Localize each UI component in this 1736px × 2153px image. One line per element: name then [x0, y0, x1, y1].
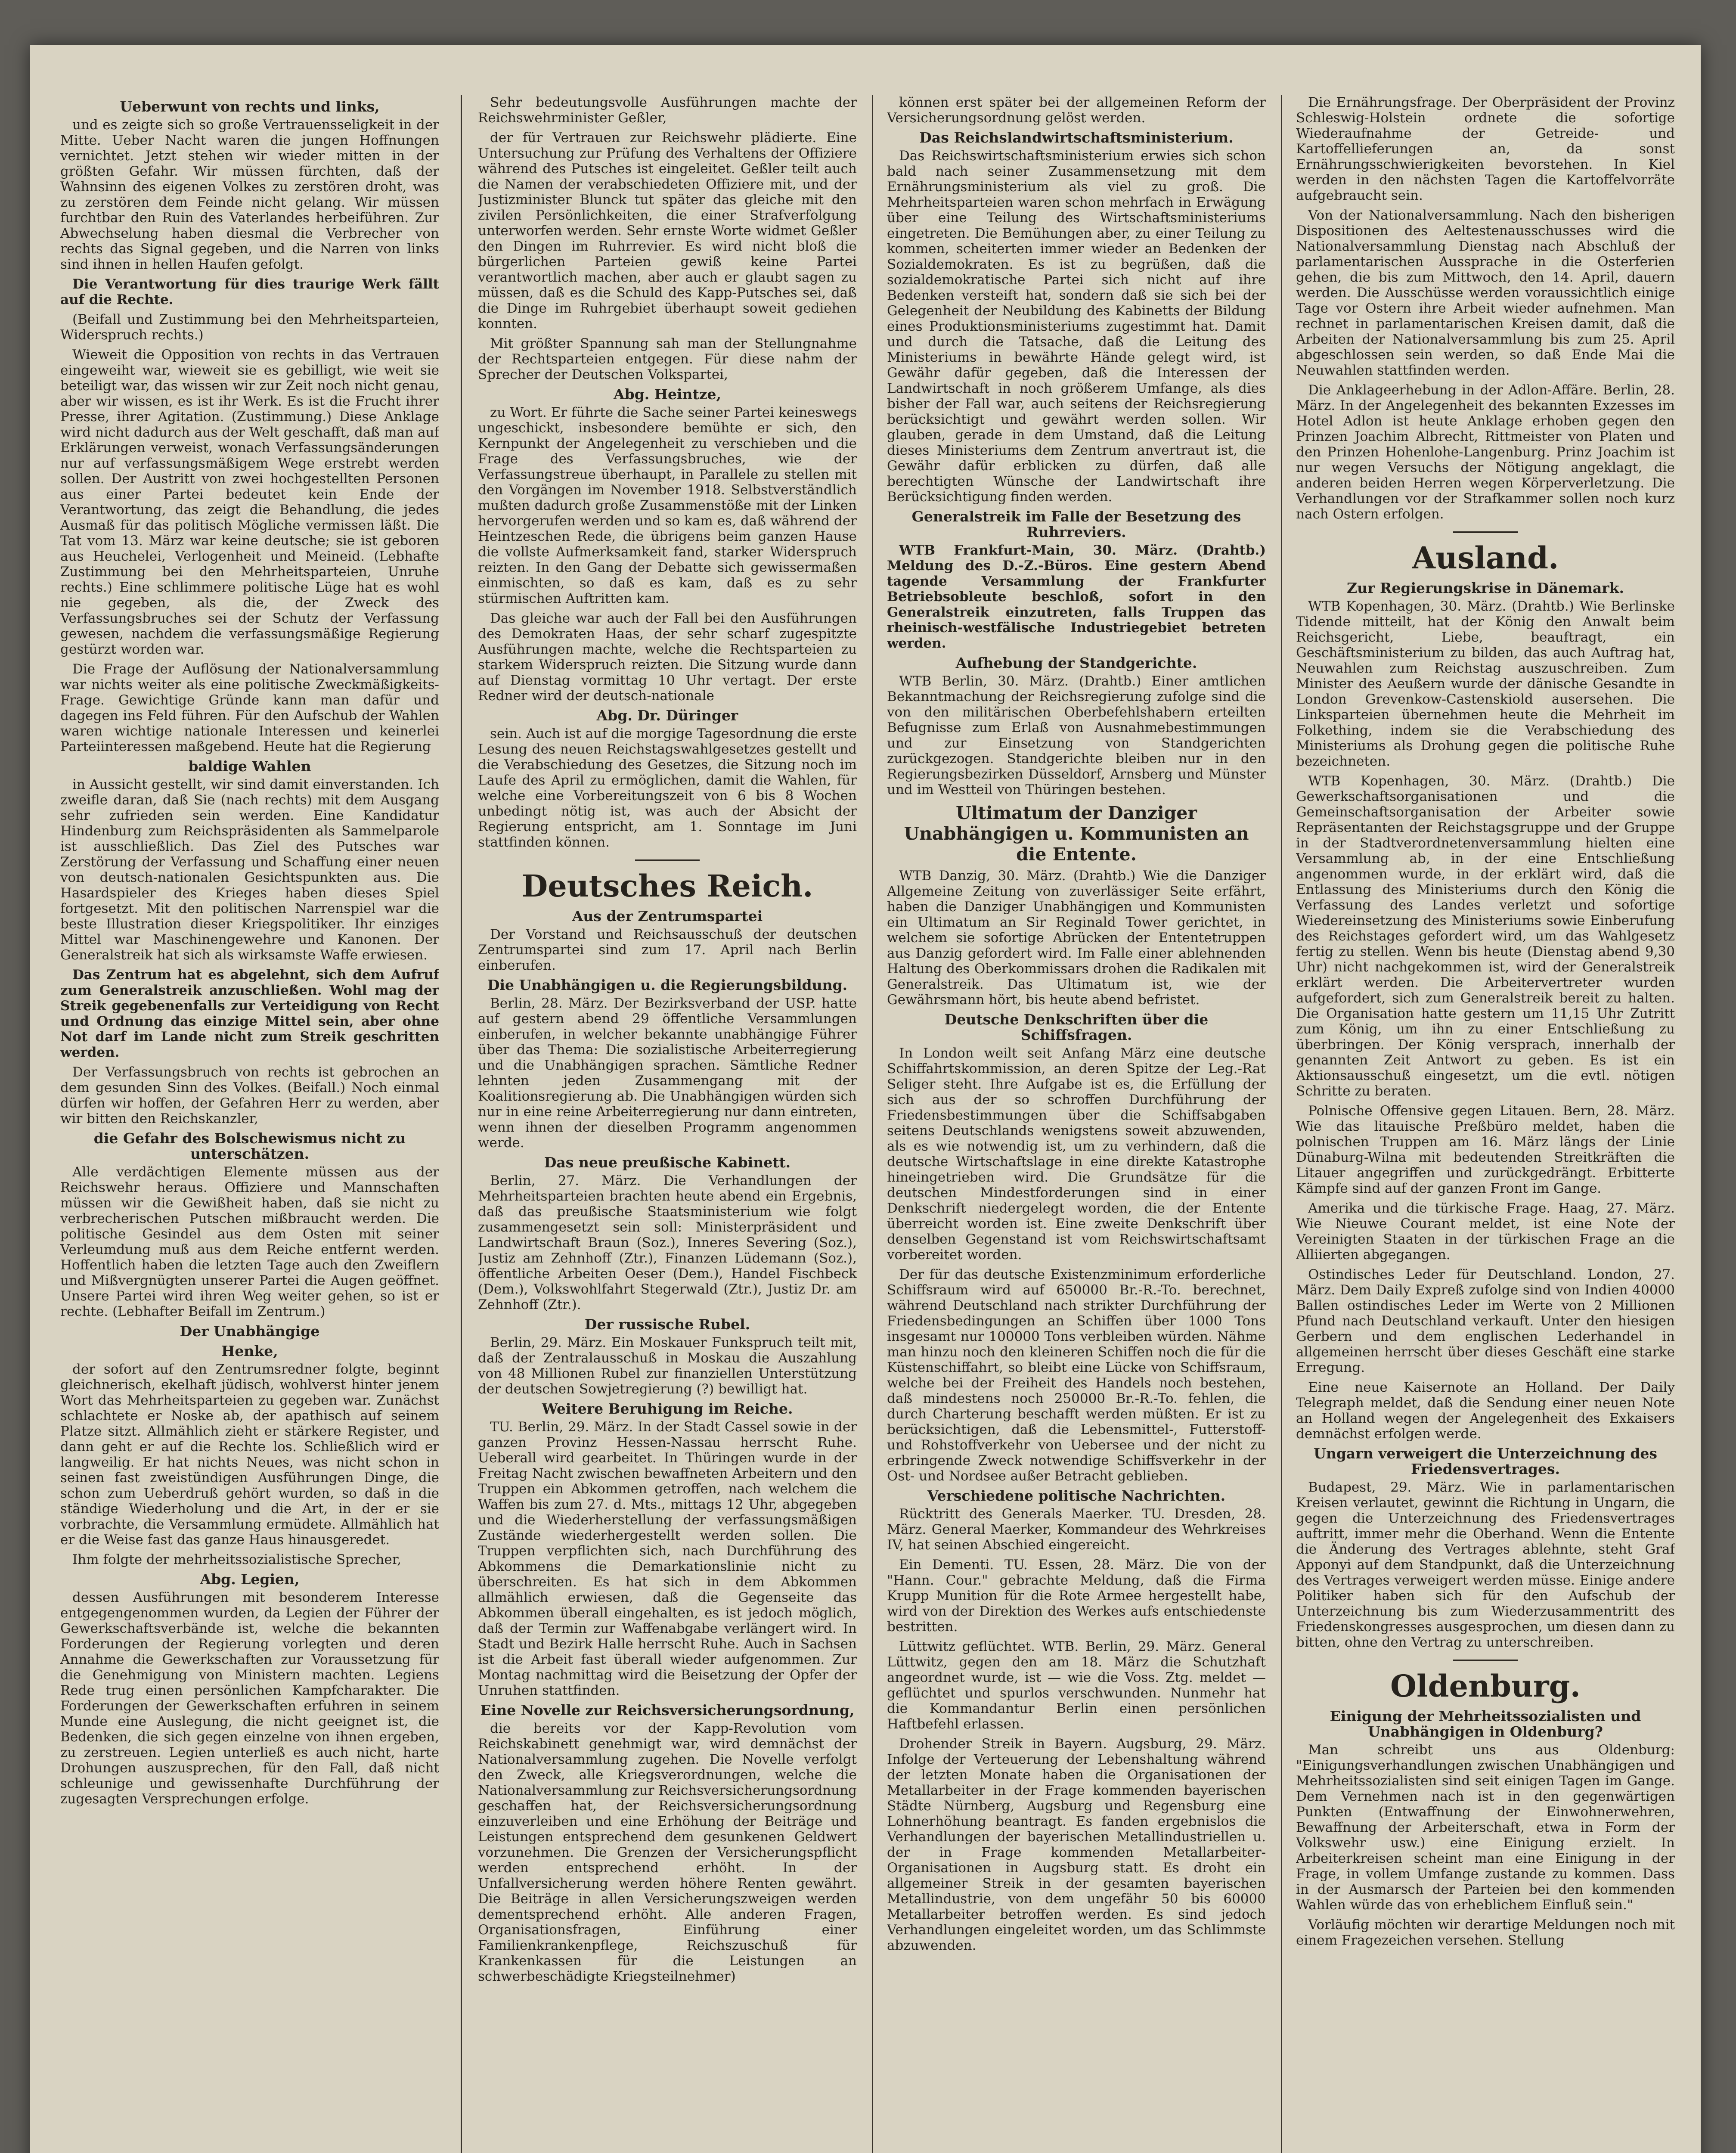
paragraph: Eine neue Kaisernote an Holland. Der Daily Telegraph meldet, daß die Sendung einer neuen Note an Holland wegen der Angelegenheit des Exkaisers demnächst erfolgen werde.	[1296, 1380, 1675, 1442]
text-column-1	[60, 95, 439, 2153]
paragraph: WTB Kopenhagen, 30. März. (Drahtb.) Wie Berlinske Tidende mitteilt, hat der König den Anwalt beim Reichsgericht, Liebe, beauftragt, ein Geschäftsministerium zu bilden, das auch Auftrag hat, Neuwahlen zum Reichstag auszuschreiben. Zum Minister des Aeußern wurde der dänische Gesandte in London Grevenkow-Castenskiold ausersehen. Die Linksparteien übernehmen heute die Mehrheit im Folkething, indem sie die Verabschiedung des Ministeriums als Drohung gegen die politische Ruhe bezeichneten.	[1296, 599, 1675, 769]
paragraph: der für Vertrauen zur Reichswehr plädierte. Eine Untersuchung zur Prüfung des Verhaltens der Offiziere während des Putsches ist eingeleitet. Geßler teilt auch die Namen der verabschiedeten Offiziere mit, und der Justizminister Blunck tut später das gleiche mit den zivilen Persönlichkeiten, die einer Strafverfolgung unterworfen werden. Sehr ernste Worte widmet Geßler den Dingen im Ruhrrevier. Es wird nicht bloß die bürgerlichen Parteien gewiß keine Partei verantwortlich machen, aber auch er glaubt sagen zu müssen, daß es die Schuld des Kapp-Putsches sei, daß die Dinge im Ruhrgebiet überhaupt soweit gediehen konnten.	[478, 130, 857, 332]
paragraph: sein. Auch ist auf die morgige Tagesordnung die erste Lesung des neuen Reichstagswahlgesetzes gestellt und die Verabschiedung des Gesetzes, die Sitzung noch im Laufe des April zu ermöglichen, damit die Wahlen, für welche eine Vorbereitungszeit von 6 bis 8 Wochen unbedingt nötig ist, was auch der Absicht der Regierung entspricht, am 1. Sonntage im Juni stattfinden können.	[478, 726, 857, 850]
paragraph: dessen Ausführungen mit besonderem Interesse entgegengenommen wurden, da Legien der Führer der Gewerkschaftsverbände ist, welche die bekannten Forderungen der Regierung vorlegten und deren Annahme die Gewerkschaften zur Voraussetzung für die Genehmigung von Ministern machten. Legiens Rede trug einen persönlichen Kampfcharakter. Die Forderungen der Gewerkschaften erfuhren in seinem Munde eine Auslegung, die nicht geeignet ist, die Bedenken, die sich gegen einzelne von ihnen ergeben, zu zerstreuen. Legien unterließ es auch nicht, harte Drohungen auszusprechen, für den Fall, daß nicht schleunige und gewissenhafte Durchführung der zugesagten Versprechungen erfolge.	[60, 1590, 439, 1807]
text-column-3	[887, 95, 1266, 2153]
article-subheading: Verschiedene politische Nachrichten.	[927, 1487, 1226, 1504]
paragraph: Man schreibt uns aus Oldenburg: "Einigungsverhandlungen zwischen Unabhängigen und Mehrheitssozialisten sind seit einigen Tagen im Gange. Dem Vernehmen nach ist in den gegenwärtigen Punkten (Entwaffnung der Einwohnerwehren, Bewaffnung der Arbeiterschaft, etwa in Form der Volkswehr usw.) eine Einigung erzielt. In Arbeiterkreisen scheint man eine Einigung in der Frage, in vollem Umfange zustande zu kommen. Dass in der Ausmarsch der Parteien bei den kommenden Wahlen würde das von erheblichem Einfluß sein."	[1296, 1742, 1675, 1913]
paragraph: und es zeigte sich so große Vertrauensseligkeit in der Mitte. Ueber Nacht waren die jungen Hoffnungen vernichtet. Jetzt stehen wir wieder mitten in der größten Gefahr. Wir müssen fürchten, daß der Wahnsinn des eigenen Volkes zu zerstören droht, was zu zerstören dem Feinde nicht gelang. Wir müssen furchtbar den Ruin des Vaterlandes herbeiführen. Zur Abwechselung haben diesmal die Verbrecher von rechts das Signal gegeben, und die Narren von links sind ihnen in hellen Haufen gefolgt.	[60, 117, 439, 272]
paragraph: TU. Berlin, 29. März. In der Stadt Cassel sowie in der ganzen Provinz Hessen-Nassau herrscht Ruhe. Ueberall wird gearbeitet. In Thüringen wurde in der Freitag Nacht zwischen bewaffneten Arbeitern und den Truppen ein Abkommen getroffen, nach welchem die Waffen bis zum 27. d. Mts., mittags 12 Uhr, abgegeben und die Wiederherstellung der verfassungsmäßigen Zustände wiederhergestellt werden sollen. Die Truppen verpflichten sich, nach Durchführung des Abkommens die Demarkationslinie nicht zu überschreiten. Es hat sich in dem Abkommen allmählich erwiesen, daß die Gegenseite das Abkommen überall eingehalten, es ist jedoch möglich, daß der Termin zur Waffenabgabe verlängert wird. In Stadt und Bezirk Halle herrscht Ruhe. Auch in Sachsen ist die Arbeit fast überall wieder aufgenommen. Zur Montag nachmittag wird die Beisetzung der Opfer der Unruhen stattfinden.	[478, 1419, 857, 1698]
section-heading: Oldenburg.	[1390, 1668, 1581, 1704]
paragraph: Drohender Streik in Bayern. Augsburg, 29. März. Infolge der Verteuerung der Lebenshaltung während der letzten Monate haben die Organisationen der Metallarbeiter in der Frage kommenden bayerischen Städte Nürnberg, Augsburg und Regensburg eine Lohnerhöhung beantragt. Es fanden ergebnislos die Verhandlungen der bayerischen Metallindustriellen u. der in Frage kommenden Metallarbeiter-Organisationen in Augsburg statt. Es droht ein allgemeiner Streik in der gesamten bayerischen Metallindustrie, von dem ungefähr 50 bis 60000 Metallarbeiter betroffen werden. Es sind jedoch Verhandlungen eingeleitet worden, um das Schlimmste abzuwenden.	[887, 1736, 1266, 1953]
article-subheading: Die Unabhängigen u. die Regierungsbildung.	[487, 977, 848, 993]
paragraph: Lüttwitz geflüchtet. WTB. Berlin, 29. März. General Lüttwitz, gegen den am 18. März die Schutzhaft angeordnet wurde, ist — wie die Voss. Ztg. meldet — geflüchtet und spurlos verschwunden. Nunmehr hat die Kommandantur Berlin einen persönlichen Haftbefehl erlassen.	[887, 1639, 1266, 1732]
section-heading: Ausland.	[1412, 540, 1559, 576]
paragraph: Die Anklageerhebung in der Adlon-Affäre. Berlin, 28. März. In der Angelegenheit des bekannten Exzesses im Hotel Adlon ist heute Anklage erhoben gegen den Prinzen Joachim Albrecht, Rittmeister von Platen und den Prinzen Hohenlohe-Langenburg. Prinz Joachim ist nur wegen Versuchs der Nötigung angeklagt, die anderen beiden Herren wegen Körperverletzung. Die Verhandlungen vor der Strafkammer sollen noch kurz nach Ostern erfolgen.	[1296, 382, 1675, 522]
article-subheading: Abg. Legien,	[200, 1571, 300, 1588]
paragraph: WTB Berlin, 30. März. (Drahtb.) Einer amtlichen Bekanntmachung der Reichsregierung zufolge sind die von den militärischen Oberbefehlshabern erteilten Befugnisse zum Erlaß von Ausnahmebestimmungen und zur Einsetzung von Standgerichten zurückgezogen. Standgerichte bleiben nur in den Regierungsbezirken Düsseldorf, Arnsberg und Münster und im Westteil von Thüringen bestehen.	[887, 673, 1266, 797]
article-subheading: Das Reichslandwirtschaftsministerium.	[919, 129, 1234, 146]
paragraph: Mit größter Spannung sah man der Stellungnahme der Rechtsparteien entgegen. Für diese nahm der Sprecher der Deutschen Volkspartei,	[478, 336, 857, 382]
headline: Ultimatum der Danziger Unabhängigen u. Kommunisten an die Entente.	[904, 803, 1249, 865]
paragraph: WTB Kopenhagen, 30. März. (Drahtb.) Die Gewerkschaftsorganisationen und die Gemeinschaftsorganisation der Arbeiter sowie Repräsentanten der Reichstagsgruppe und der Gruppe in der Stadtverordnetenversammlung hielten eine Versammlung ab, in der eine Entschließung angenommen wurde, in der erklärt wird, daß die Entlassung des Ministeriums durch den König die Verfassung des Landes verletzt und sofortige Wiedereinsetzung des Ministeriums sowie Einberufung des Reichstages gefordert wird, um das Wahlgesetz fertig zu stellen. Wenn bis heute (Dienstag abend 9,30 Uhr) nicht nachgekommen ist, wird der Generalstreik erklärt werden. Die Arbeitervertreter wurden aufgefordert, sich zum Generalstreik bereit zu halten. Die Organisation hatte gestern um 11,15 Uhr Zutritt zum König, um ihn zu einer Entschließung zu überbringen. Der König versprach, innerhalb der genannten Zeit Antwort zu geben. Es ist ein Aktionsausschuß eingesetzt, um die evtl. nötigen Schritte zu beraten.	[1296, 773, 1675, 1099]
section-heading: Deutsches Reich.	[521, 868, 813, 904]
article-subheading: Das neue preußische Kabinett.	[544, 1154, 791, 1171]
paragraph: Vorläufig möchten wir derartige Meldungen noch mit einem Fragezeichen versehen. Stellung	[1296, 1917, 1675, 1948]
paragraph: in Aussicht gestellt, wir sind damit einverstanden. Ich zweifle daran, daß Sie (nach rechts) mit dem Ausgang sehr zufrieden sein werden. Eine Kandidatur Hindenburg zum Reichspräsidenten als Sammelparole ist ausschließlich. Das Ziel des Putsches war Zerstörung der Verfassung und Schaffung einer neuen von deutsch-nationalen Gesichtspunkten aus. Die Hasardspieler des Krieges haben dieses Spiel fortgesetzt. Mit den politischen Narrenspiel war die beste Illustration dieser Kriegspolitiker. Ihr einziges Mittel war Maschinengewehre und Kanonen. Der Generalstreik hat sich als wirksamste Waffe erwiesen.	[60, 777, 439, 963]
article-subheading: Der russische Rubel.	[584, 1316, 750, 1333]
paragraph: (Beifall und Zustimmung bei den Mehrheitsparteien, Widerspruch rechts.)	[60, 312, 439, 343]
article-subheading: Deutsche Denkschriften über die Schiffsfragen.	[944, 1011, 1209, 1043]
paragraph: die bereits vor der Kapp-Revolution vom Reichskabinett genehmigt war, wird demnächst der Nationalversammlung zugehen. Die Novelle verfolgt den Zweck, alle Kriegsverordnungen, welche die Nationalversammlung zur Reichsversicherungsordnung geschaffen hat, der Reichsversicherungsordnung einzuverleiben und eine Erhöhung der Beiträge und Leistungen entsprechend dem gesunkenen Geldwert vorzunehmen. Die Grenzen der Versicherungspflicht werden entsprechend erhöht. In der Unfallversicherung werden höhere Renten gewährt. Die Beiträge in allen Versicherungszweigen werden dementsprechend erhöht. Alle anderen Fragen, Organisationsfragen, Einführung einer Familienkrankenpflege, Reichszuschuß für Krankenkassen für die Leistungen an schwerbeschädigte Kriegsteilnehmer)	[478, 1721, 857, 1984]
bold-paragraph: WTB Frankfurt-Main, 30. März. (Drahtb.) Meldung des D.-Z.-Büros. Eine gestern Abend tagende Versammlung der Frankfurter Betriebsobleute beschloß, sofort in den Generalstreik einzutreten, falls Truppen das rheinisch-westfälische Industriegebiet betreten werden.	[887, 543, 1266, 651]
column-rule	[1281, 95, 1282, 2153]
paragraph: Amerika und die türkische Frage. Haag, 27. März. Wie Nieuwe Courant meldet, ist eine Note der Vereinigten Staaten in der türkischen Frage an die Alliierten abgegangen.	[1296, 1201, 1675, 1263]
paragraph: Berlin, 27. März. Die Verhandlungen der Mehrheitsparteien brachten heute abend ein Ergebnis, daß das preußische Staatsministerium wie folgt zusammengesetzt sein soll: Ministerpräsident und Landwirtschaft Braun (Soz.), Inneres Severing (Soz.), Justiz am Zehnhoff (Ztr.), Finanzen Lüdemann (Soz.), öffentliche Arbeiten Oeser (Dem.), Handel Fischbeck (Dem.), Volkswohlfahrt Stegerwald (Ztr.), Justiz Dr. am Zehnhoff (Ztr.).	[478, 1173, 857, 1312]
paragraph: Ostindisches Leder für Deutschland. London, 27. März. Dem Daily Expreß zufolge sind von Indien 40000 Ballen ostindisches Leder im Werte von 2 Millionen Pfund nach Deutschland verkauft. Unter den hiesigen Gerbern und dem englischen Lederhandel in allgemeinen herrscht über dieses Geschäft eine starke Erregung.	[1296, 1267, 1675, 1375]
paragraph: Polnische Offensive gegen Litauen. Bern, 28. März. Wie das litauische Preßbüro meldet, haben die polnischen Truppen am 16. März längs der Linie Dünaburg-Wilna mit bedeutenden Streitkräften die Litauer angegriffen und zurückgedrängt. Erbitterte Kämpfe sind auf der ganzen Front im Gange.	[1296, 1103, 1675, 1196]
paragraph: Budapest, 29. März. Wie in parlamentarischen Kreisen verlautet, gewinnt die Richtung in Ungarn, die gegen die Unterzeichnung des Friedensvertrages auftritt, immer mehr die Oberhand. Wenn die Entente die Änderung des Vertrages ablehnte, steht Graf Apponyi auf dem Standpunkt, daß die Unterzeichnung des Vertrages verweigert werden müsse. Einige andere Politiker haben sich für den Aufschub der Unterzeichnung bis zum Wiederzusammentritt des Friedenskongresses ausgesprochen, um diesen dann zu bitten, ohne den Vertrag zu unterschreiben.	[1296, 1480, 1675, 1650]
article-subheading: Ungarn verweigert die Unterzeichnung des Friedensvertrages.	[1314, 1445, 1657, 1477]
paragraph: der sofort auf den Zentrumsredner folgte, beginnt gleichnerisch, ekelhaft jüdisch, wohlverst hinter jenem Wort das Mehrheitsparteien zu gegeben war. Zunächst schlachtete er Noske ab, der apathisch auf seinem Platze sitzt. Allmählich zieht er stärkere Register, und dann geht er auf die Rechte los. Schließlich wird er langweilig. Er hat nichts Neues, was nicht schon in seinen fast zweistündigen Ausführungen Dinge, die schon zum Ueberdruß gehört wurden, so daß in die ständige Wiederholung und die Art, in der er sie vorbrachte, die Versammlung ermüdete. Allmählich hat er die Weise fast das ganze Haus hinausgeredet.	[60, 1362, 439, 1548]
paragraph: Alle verdächtigen Elemente müssen aus der Reichswehr heraus. Offiziere und Mannschaften müssen wir die Gewißheit haben, daß sie nicht zu verbrecherischen Putschen mißbraucht werden. Die politische Gesindel aus dem Osten mit seiner Verleumdung muß aus dem Reiche entfernt werden. Hoffentlich haben die letzten Tage auch den Zweiflern und Mißvergnügten unserer Partei die Augen geöffnet. Unsere Partei wird ihren Weg weiter gehen, so ist er rechte. (Lebhafter Beifall im Zentrum.)	[60, 1164, 439, 1319]
paragraph: Das gleiche war auch der Fall bei den Ausführungen des Demokraten Haas, der sehr scharf zugespitzte Ausführungen machte, welche die Rechtsparteien zu starkem Widerspruch reizten. Die Sitzung wurde dann auf Dienstag vormittag 10 Uhr vertagt. Der erste Redner wird der deutsch-nationale	[478, 611, 857, 704]
paragraph: In London weilt seit Anfang März eine deutsche Schiffahrtskommission, an deren Spitze der Leg.-Rat Seliger steht. Ihre Aufgabe ist es, die Erfüllung der sich aus der so schroffen Durchführung der Friedensbestimmungen über die Schiffsabgaben seitens Deutschlands wenigstens soweit abzuwenden, als es wie notwendig ist, um zu verhindern, daß die deutsche Wirtschaftslage in eine direkte Katastrophe hineingetrieben wird. Die Grundsätze für die deutschen Mindestforderungen sind in einer Denkschrift niedergelegt worden, die der Entente überreicht worden ist. Eine zweite Denkschrift über denselben Gegenstand ist vom Reichswirtschaftsamt vorbereitet worden.	[887, 1045, 1266, 1263]
paragraph: zu Wort. Er führte die Sache seiner Partei keineswegs ungeschickt, insbesondere bemühte er sich, den Kernpunkt der Angelegenheit zu verschieben und die Frage des Verfassungsbruches, wie der Verfassungstreue überhaupt, in Parallele zu stellen mit den Vorgängen im November 1918. Selbstverständlich mußten dadurch große Zusammenstöße mit der Linken hervorgerufen werden und so kam es, daß während der Heintzeschen Rede, die übrigens beim ganzen Hause die vollste Aufmerksamkeit fand, starker Widerspruch reizten. In den Gang der Debatte sich gewissermaßen einmischten, so daß es kam, daß es zu sehr stürmischen Auftritten kam.	[478, 405, 857, 606]
text-column-4	[1296, 95, 1675, 2153]
paragraph: Das Reichswirtschaftsministerium erwies sich schon bald nach seiner Zusammensetzung mit dem Ernährungsministerium als viel zu groß. Die Mehrheitsparteien waren schon mehrfach in Erwägung über eine Teilung des Wirtschaftsministeriums eingetreten. Die Bemühungen aber, zu einer Teilung zu kommen, scheiterten immer wieder an Bedenken der Sozialdemokraten. Es ist zu begrüßen, daß die sozialdemokratische Partei sich nicht auf ihre Bedenken versteift hat, sondern daß sie sich bei der Gelegenheit der Neubildung des Kabinetts der Bildung eines Produktionsministeriums zugestimmt hat. Damit und durch die Tatsache, daß die Leitung des Ministeriums in bewährte Hände gelegt wird, ist Gewähr dafür gegeben, daß die Interessen der Landwirtschaft in noch größerem Umfange, als dies bisher der Fall war, auch seitens der Reichsregierung berücksichtigt und gewährt werden sollen. Wir glauben, gerade in dem Umstand, daß die Leitung dieses Ministeriums dem Zentrum anvertraut ist, die Gewähr dafür erblicken zu dürfen, daß alle berechtigten Wünsche der Landwirtschaft ihre Berücksichtigung finden werden.	[887, 148, 1266, 505]
article-subheading: Weitere Beruhigung im Reiche.	[542, 1400, 793, 1417]
paragraph: Sehr bedeutungsvolle Ausführungen machte der Reichswehrminister Geßler,	[478, 95, 857, 126]
article-subheading: Generalstreik im Falle der Besetzung des Ruhrreviers.	[911, 508, 1241, 540]
column-rule	[461, 95, 462, 2153]
article-subheading: Abg. Dr. Düringer	[596, 707, 738, 724]
article-subheading: Abg. Heintze,	[614, 386, 721, 403]
section-separator	[635, 859, 700, 861]
paragraph: WTB Danzig, 30. März. (Drahtb.) Wie die Danziger Allgemeine Zeitung von zuverlässiger Seite erfährt, haben die Danziger Unabhängigen und Kommunisten ein Ultimatum an Sir Reginald Tower gerichtet, in welchem sie sofortige Abrücken der Ententetruppen aus Danzig gefordert wird. Im Falle einer ablehnenden Haltung des Oberkommissars drohen die Radikalen mit Generalstreik. Das Ultimatum ist, wie der Gewährsmann hört, bis heute abend befristet.	[887, 868, 1266, 1008]
article-subheading: Eine Novelle zur Reichsversicherungsordnung,	[480, 1702, 855, 1719]
bold-paragraph: Die Verantwortung für dies traurige Werk fällt auf die Rechte.	[60, 276, 439, 307]
newspaper-page	[30, 45, 1701, 2153]
paragraph: Die Frage der Auflösung der Nationalversammlung war nichts weiter als eine politische Zweckmäßigkeits-Frage. Gewichtige Gründe kann man dafür und dagegen ins Feld führen. Für den Aufschub der Wahlen waren wichtige nationale Interessen und keinerlei Parteiinteressen maßgebend. Heute hat die Regierung	[60, 661, 439, 754]
paragraph: Der Vorstand und Reichsausschuß der deutschen Zentrumspartei sind zum 17. April nach Berlin einberufen.	[478, 927, 857, 973]
bold-paragraph: Das Zentrum hat es abgelehnt, sich dem Aufruf zum Generalstreik anzuschließen. Wohl mag der Streik gegebenenfalls zur Verteidigung von Recht und Ordnung das einzige Mittel sein, aber ohne Not darf im Lande nicht zum Streik geschritten werden.	[60, 967, 439, 1060]
paragraph: Ihm folgte der mehrheitssozialistische Sprecher,	[72, 1552, 402, 1567]
article-subheading: Der Unabhängige	[180, 1323, 320, 1340]
column-rule	[872, 95, 873, 2153]
section-separator	[1453, 1660, 1518, 1661]
paragraph: können erst später bei der allgemeinen Reform der Versicherungsordnung gelöst werden.	[887, 95, 1266, 126]
article-subheading: die Gefahr des Bolschewismus nicht zu unterschätzen.	[93, 1130, 406, 1162]
paragraph: Wieweit die Opposition von rechts in das Vertrauen eingeweiht war, wieweit sie es gebilligt, wie weit sie beteiligt war, das wissen wir zur Zeit noch nicht genau, aber wir wissen, es ist ihr Werk. Es ist die Frucht ihrer Presse, ihrer Agitation. (Zustimmung.) Diese Anklage wird nicht dadurch aus der Welt geschafft, daß man auf Erklärungen verweist, wonach Verfassungsänderungen nur auf verfassungsmäßigem Wege erstrebt werden sollen. Der Austritt von zwei hochgestellten Personen aus einer Partei bedeutet kein Ende der Verantwortung, das zeigt die Behandlung, die jedes Ausmaß für das politisch Mögliche vermissen läßt. Die Tat vom 13. März war keine deutsche; sie ist geboren aus Heuchelei, Verlogenheit und Meineid. (Lebhafte Zustimmung bei den Mehrheitsparteien, Unruhe rechts.) Eine schlimmere politische Lüge hat es wohl nie gegeben, als die, der Zweck des Verfassungsbruches sei der Schutz der Verfassung gewesen, nachdem die verfassungsmäßige Regierung gestürzt worden war.	[60, 347, 439, 657]
paragraph: Die Ernährungsfrage. Der Oberpräsident der Provinz Schleswig-Holstein ordnete die sofortige Wiederaufnahme der Getreide- und Kartoffellieferungen an, da sonst Ernährungsschwierigkeiten bevorstehen. In Kiel werden in den nächsten Tagen die Kartoffelvorräte aufgebraucht sein.	[1296, 95, 1675, 203]
paragraph: Der für das deutsche Existenzminimum erforderliche Schiffsraum wird auf 650000 Br.-R.-To. berechnet, während Deutschland nach strikter Durchführung der Friedensbedingungen an Schiffen über 1000 Tons insgesamt nur 100000 Tons verbleiben würden. Nähme man hinzu noch den kleineren Schiffen noch die für die Küstenschiffahrt, so bleibt eine Lücke von Schiffsraum, welche bei der Freiheit des Handels noch bestehen, daß mindestens noch 250000 Br.-R.-To. fehlen, die durch Charterung beschafft werden müßten. Er ist zu berücksichtigen, daß die Lebensmittel-, Futterstoff- und Rohstoffverkehr von Uebersee und der nicht zu erbringende Zweck notwendige Schiffsverkehr in der Ost- und Nordsee außer Betracht geblieben.	[887, 1267, 1266, 1484]
article-subheading: Ueberwunt von rechts und links,	[120, 98, 380, 115]
paragraph: Berlin, 28. März. Der Bezirksverband der USP. hatte auf gestern abend 29 öffentliche Versammlungen einberufen, in welcher bekannte unabhängige Führer über das Thema: Die sozialistische Arbeiterregierung und die Unabhängigen sprachen. Sämtliche Redner lehnten jeden Zusammengang mit der Koalitionsregierung ab. Die Unabhängigen würden sich nur in eine reine Arbeiterregierung nur dann eintreten, wenn ihnen der dieselben Programm angenommen werde.	[478, 996, 857, 1151]
article-subheading: Einigung der Mehrheitssozialisten und Unabhängigen in Oldenburg?	[1330, 1708, 1641, 1740]
article-subheading: Aus der Zentrumspartei	[572, 908, 763, 924]
paragraph: Berlin, 29. März. Ein Moskauer Funkspruch teilt mit, daß der Zentralausschuß in Moskau die Auszahlung von 48 Millionen Rubel zur finanziellen Unterstützung der deutschen Sowjetregierung (?) bewilligt hat.	[478, 1335, 857, 1397]
paragraph: Ein Dementi. TU. Essen, 28. März. Die von der "Hann. Cour." gebrachte Meldung, daß die Firma Krupp Munition für die Rote Armee hergestellt habe, wird von der Direktion des Werkes aufs entschiedenste bestritten.	[887, 1557, 1266, 1635]
article-subheading: Aufhebung der Standgerichte.	[955, 655, 1197, 671]
article-subheading: Zur Regierungskrise in Dänemark.	[1347, 580, 1624, 596]
section-separator	[1453, 531, 1518, 533]
paragraph: Von der Nationalversammlung. Nach den bisherigen Dispositionen des Aeltestenausschusses wird die Nationalversammlung Dienstag nach Abschluß der parlamentarischen Aussprache in die Osterferien gehen, die bis zum Mittwoch, den 14. April, dauern werden. Die Ausschüsse werden voraussichtlich einige Tage vor Ostern ihre Arbeit wieder aufnehmen. Man rechnet in parlamentarischen Kreisen damit, daß die Arbeiten der Nationalversammlung bis zum 25. April abgeschlossen sein werden, so daß Ende Mai die Neuwahlen stattfinden werden.	[1296, 208, 1675, 378]
article-subheading: baldige Wahlen	[188, 758, 311, 775]
text-column-2	[478, 95, 857, 2153]
article-subheading: Henke,	[221, 1343, 278, 1359]
paragraph: Der Verfassungsbruch von rechts ist gebrochen an dem gesunden Sinn des Volkes. (Beifall.) Noch einmal dürfen wir hoffen, der Gefahren Herr zu werden, aber wir bitten den Reichskanzler,	[60, 1064, 439, 1126]
paragraph: Rücktritt des Generals Maerker. TU. Dresden, 28. März. General Maerker, Kommandeur des Wehrkreises IV, hat seinen Abschied eingereicht.	[887, 1506, 1266, 1553]
